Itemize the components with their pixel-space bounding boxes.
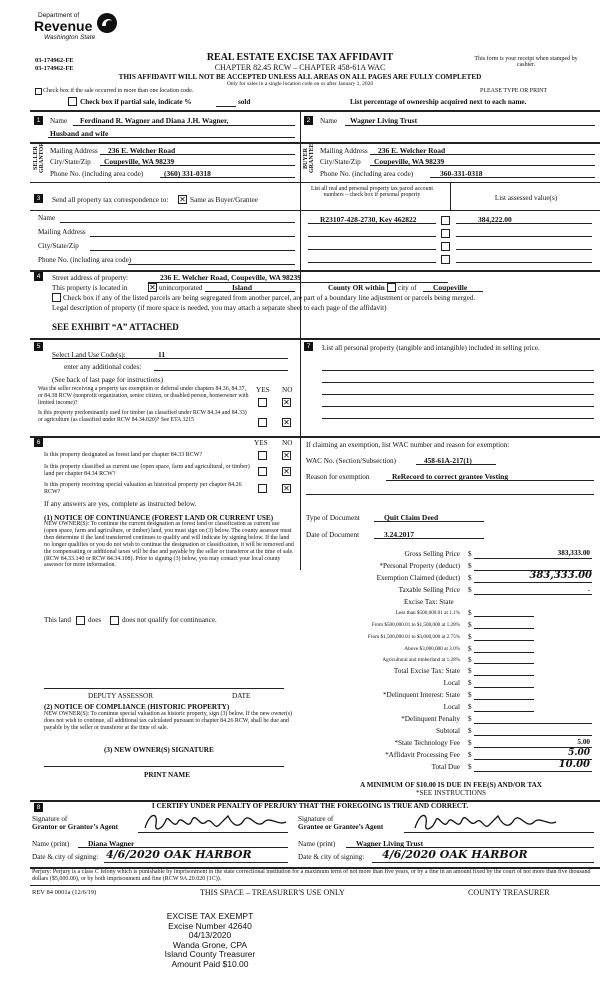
seller-mail-label: Mailing Address (50, 147, 98, 155)
does-checkbox[interactable] (76, 616, 85, 625)
s5-no: NO (282, 386, 293, 394)
sales-note: Only for sales in a single location code on or after January 1, 2020 (226, 81, 374, 87)
county-name[interactable]: Island (232, 283, 253, 292)
tier-2: From $500,000.01 to $1,500,000 at 1.28% (371, 622, 460, 628)
dept-line2: Revenue (34, 18, 93, 34)
parcel-number[interactable]: R23107-428-2730, Key 462822 (320, 215, 417, 224)
see-instructions: *SEE INSTRUCTIONS (415, 789, 487, 797)
doc-type[interactable]: Quit Claim Deed (384, 513, 439, 522)
seller-phone-label: Phone No. (including area code) (50, 170, 144, 178)
warning: THIS AFFIDAVIT WILL NOT BE ACCEPTED UNLESS ALL AREAS ON ALL PAGES ARE FULLY COMPLETED (118, 73, 482, 81)
treasurer-space: THIS SPACE – TREASURER'S USE ONLY (200, 888, 345, 897)
gross-label: Gross Selling Price (404, 550, 460, 558)
list-personal-property: List all personal property (tangible and intangible) included in selling price. (322, 344, 540, 352)
multi-location-checkbox[interactable] (35, 88, 42, 95)
grantor-sig-label-2: Grantor or Grantor’s Agent (32, 823, 119, 831)
tier-5-dollar: $ (468, 656, 472, 664)
taxable-dollar: $ (468, 586, 472, 594)
tech-fee-label: *State Technology Fee (394, 739, 460, 747)
dept-line3: Washington State (44, 34, 96, 41)
dor-logo (34, 12, 124, 48)
legal-description: Legal description of property (if more space is needed, you may attach a separate sheet to each page of the affidavit) (52, 304, 387, 312)
buyer-city-label: City/State/Zip (320, 158, 361, 166)
seller-name[interactable]: Ferdinand R. Wagner and Diana J.H. Wagner, (80, 116, 229, 125)
tier-4-dollar: $ (468, 645, 472, 653)
grantor-date[interactable]: 4/6/2020 OAK HARBOR (106, 848, 252, 861)
buyer-mail[interactable]: 236 E. Welcher Road (378, 146, 446, 155)
sold-label: sold (238, 98, 251, 106)
gross-dollar: $ (468, 550, 472, 558)
s6-q3-yes[interactable] (258, 484, 267, 493)
s5-question-1: Was the seller receiving a property tax exemption or deferral under chapters 84.36, 84.37, or 84.38 RCW (nonprofit organization, senior citizen, or disabled person, homeowner with limited income)? (38, 386, 249, 406)
revenue-swirl-icon (96, 12, 118, 34)
exemption-reason[interactable]: ReRecord to correct grantee Vesting (392, 472, 509, 481)
county-or-within: County OR within (328, 284, 385, 292)
wac-number[interactable]: 458-61A-217(1) (424, 456, 472, 465)
deputy-date: DATE (232, 692, 251, 700)
notice-2-title: (2) NOTICE OF COMPLIANCE (HISTORIC PROPERTY) (44, 703, 230, 711)
subtotal-dollar: $ (468, 727, 472, 735)
total-due-dollar: $ (468, 763, 472, 771)
receipt-note: This form is your receipt when stamped by cashier. (474, 56, 578, 68)
form-code-2: 03-174962-FE (35, 65, 74, 72)
seller-city[interactable]: Coupeville, WA 98239 (104, 157, 175, 166)
buyer-phone[interactable]: 360-331-0318 (440, 169, 483, 178)
delinquent-pen-label: *Delinquent Penalty (401, 715, 460, 723)
if-any-yes: If any answers are yes, complete as instructed below. (44, 500, 197, 508)
exemption-claim: If claiming an exemption, list WAC number and reason for exemption: (306, 441, 510, 449)
seller-mail[interactable]: 236 E. Welcher Road (108, 146, 176, 155)
rev-number: REV 84 0001a (12/6/19) (32, 889, 97, 896)
type-print: PLEASE TYPE OR PRINT (480, 88, 548, 94)
parcel-3-checkbox[interactable] (441, 242, 450, 251)
delinquent-int-dollar: $ (468, 691, 472, 699)
additional-codes: enter any additional codes: (64, 363, 142, 371)
section-7-badge: 7 (304, 342, 313, 351)
does-not-checkbox[interactable] (110, 616, 119, 625)
street-address[interactable]: 236 E. Welcher Road, Coupeville, WA 98239 (160, 273, 302, 282)
grantor-print[interactable]: Diana Wagner (88, 839, 135, 848)
form-chapter: CHAPTER 82.45 RCW – CHAPTER 458-61A WAC (214, 63, 386, 72)
s6-question-3: Is this property receiving special valuation as historical property per chapter 84.26 RCW? (44, 482, 242, 495)
s6-q1-no[interactable]: ✕ (283, 451, 290, 460)
tier-1-dollar: $ (468, 609, 472, 617)
subtotal-label: Subtotal (436, 727, 460, 735)
grantee-print-label: Name (print) (298, 840, 336, 848)
personal-label: *Personal Property (deduct) (379, 562, 460, 570)
located-label: This property is located in (52, 284, 128, 292)
local-dollar: $ (468, 679, 472, 687)
taxable-label: Taxable Selling Price (398, 586, 460, 594)
seller-phone[interactable]: (360) 331-0318 (164, 169, 211, 178)
section-5-badge: 5 (34, 342, 43, 351)
s5-question-2: Is this property predominantly used for timber (as classified under RCW 84.34 and 84.33) or agriculture (as classified under RCW 84.34.020)? See ETA 3215 (38, 410, 247, 423)
segregated-label: Check box if any of the listed parcels are being segregated from another parcel, are part of a boundary line adjustment or parcels being merged. (63, 294, 476, 302)
section-6-badge: 6 (34, 438, 43, 447)
s3-name-label: Name (38, 214, 56, 222)
buyer-side-label: BUYER GRANTEE (303, 143, 315, 173)
form-code-1: 03-174962-FE (35, 57, 74, 64)
partial-sale-label: Check box if partial sale, indicate % (80, 98, 192, 106)
stamp-line-4: Wanda Grone, CPA (172, 939, 248, 950)
tier-2-dollar: $ (468, 621, 472, 629)
partial-sale-checkbox[interactable] (68, 97, 77, 106)
total-state-dollar: $ (468, 667, 472, 675)
buyer-name-label: Name (320, 117, 338, 125)
section-4-badge: 4 (34, 272, 43, 281)
s6-no: NO (282, 439, 293, 447)
tier-4: Above $3,000,000 at 3.0% (404, 646, 460, 652)
exemption-dollar: $ (468, 574, 472, 582)
unincorporated-checkbox[interactable]: ✕ (149, 283, 156, 292)
parcel-2-checkbox[interactable] (441, 229, 450, 238)
delinquent-pen-dollar: $ (468, 715, 472, 723)
affidavit-fee-label: *Affidavit Processing Fee (385, 751, 460, 759)
taxable-value[interactable]: - (587, 586, 590, 594)
affidavit-fee-value[interactable]: 5.00 (568, 748, 590, 758)
section-3-badge: 3 (34, 194, 43, 203)
s6-yes: YES (254, 439, 268, 447)
s6-question-2: Is this property classified as current use (open space, farm and agricultural, or timber) land per chapter 84.34 RCW? (44, 464, 250, 477)
s5-q1-yes[interactable] (258, 398, 267, 407)
notice-1-title: (1) NOTICE OF CONTINUANCE (FOREST LAND OR CURRENT USE) (44, 514, 274, 522)
s6-q3-no[interactable]: ✕ (283, 484, 290, 493)
tier-1: Less than $500,000.01 at 1.1% (395, 610, 460, 616)
stamp-line-3: 04/13/2020 (188, 930, 232, 940)
section-2-badge: 2 (304, 116, 313, 125)
exemption-label: Exemption Claimed (deduct) (376, 574, 460, 582)
s3-city-label: City/State/Zip (38, 242, 79, 250)
local-label: Local (443, 679, 460, 687)
land-use-code[interactable]: 11 (158, 350, 166, 359)
total-state-label: Total Excise Tax: State (393, 667, 460, 675)
parcel-4-checkbox[interactable] (441, 255, 450, 264)
city-of-label: city of (398, 284, 417, 292)
tech-fee-value[interactable]: 5.00 (577, 738, 590, 746)
buyer-phone-label: Phone No. (including area code) (320, 170, 414, 178)
s6-q2-no[interactable]: ✕ (283, 467, 290, 476)
grantee-date[interactable]: 4/6/2020 OAK HARBOR (382, 848, 528, 861)
same-as-buyer-label: Same as Buyer/Grantee (190, 196, 258, 204)
assessed-header: List assessed value(s) (494, 194, 558, 202)
send-correspondence: Send all property tax correspondence to: (52, 196, 169, 204)
s5-q2-yes[interactable] (258, 418, 267, 427)
s6-q1-yes[interactable] (258, 451, 267, 460)
dept-line1: Department of (38, 12, 80, 19)
excise-label: Excise Tax: State (404, 598, 454, 606)
does-label: does (88, 616, 102, 624)
s3-mail-label: Mailing Address (38, 228, 86, 236)
local-2-dollar: $ (468, 703, 472, 711)
exemption-value[interactable]: 383,333.00 (529, 570, 592, 581)
personal-dollar: $ (468, 562, 472, 570)
s5-yes: YES (256, 386, 270, 394)
grantee-sig-label-1: Signature of (298, 815, 334, 823)
s5-q1-no[interactable]: ✕ (283, 398, 290, 407)
exhibit-a[interactable]: SEE EXHIBIT “A” ATTACHED (52, 322, 179, 332)
exempt-stamp (140, 912, 280, 969)
seller-name-2[interactable]: Husband and wife (50, 129, 109, 138)
see-back: (See back of last page for instructions) (52, 376, 163, 384)
assessed-value[interactable]: 384,222.00 (478, 215, 512, 224)
doc-type-label: Type of Document (306, 514, 360, 522)
local-2-label: Local (443, 703, 460, 711)
tier-5: Agricultural and timberland at 1.28% (382, 657, 460, 663)
tier-3: From $1,500,000.01 to $3,000,000 at 2.75% (367, 634, 460, 640)
buyer-name[interactable]: Wagner Living Trust (350, 116, 418, 125)
property-city[interactable]: Coupeville (433, 283, 468, 292)
stamp-line-6: Amount Paid $10.00 (171, 958, 249, 969)
segregated-checkbox[interactable] (52, 293, 61, 302)
reason-label: Reason for exemption (306, 473, 370, 481)
seller-side-label: SELLER GRANTOR (33, 142, 45, 174)
affidavit-fee-dollar: $ (468, 751, 472, 759)
wac-label: WAC No. (Section/Subsection) (306, 457, 397, 465)
grantee-print[interactable]: Wagner Living Trust (356, 839, 424, 848)
tech-fee-dollar: $ (468, 739, 472, 747)
grantee-sig-label-2: Grantee or Grantee’s Agent (298, 823, 384, 831)
list-percentage: List percentage of ownership acquired next to each name. (350, 98, 527, 106)
certify: I CERTIFY UNDER PENALTY OF PERJURY THAT THE FOREGOING IS TRUE AND CORRECT. (151, 802, 469, 810)
grantor-print-label: Name (print) (32, 840, 70, 848)
land-use-label: Select Land Use Code(s): (52, 351, 126, 359)
stamp-line-1: EXCISE TAX EXEMPT (166, 911, 254, 921)
print-name: PRINT NAME (144, 771, 190, 779)
form-title: REAL ESTATE EXCISE TAX AFFIDAVIT (206, 52, 394, 63)
city-of-checkbox[interactable] (387, 283, 396, 292)
seller-city-label: City/State/Zip (50, 158, 91, 166)
tier-3-dollar: $ (468, 633, 472, 641)
grantor-date-label: Date & city of signing: (32, 853, 99, 861)
does-not-label: does not qualify for continuance. (122, 616, 217, 624)
section-8-badge: 8 (34, 803, 43, 812)
gross-value[interactable]: 383,333.00 (557, 549, 590, 557)
grantee-date-label: Date & city of signing: (298, 853, 365, 861)
stamp-line-5: Island County Treasurer (164, 949, 256, 959)
grantor-sig-label-1: Signature of (32, 815, 68, 823)
delinquent-int-label: *Delinquent Interest: State (382, 691, 460, 699)
stamp-line-2: Excise Number 42640 (168, 920, 252, 931)
this-land: This land (44, 616, 71, 624)
notice-3: (3) NEW OWNER(S) SIGNATURE (104, 746, 214, 754)
minimum-due: A MINIMUM OF $10.00 IS DUE IN FEE(S) AND/OR TAX (360, 781, 542, 789)
doc-date-label: Date of Document (306, 531, 360, 539)
buyer-mail-label: Mailing Address (320, 147, 368, 155)
parcel-header: List all real and personal property tax parcel account numbers – check box if personal property (310, 186, 433, 198)
notice-1-text: NEW OWNER(S): To continue the current designation as forest land or classification as current use (open space, farm and agriculture, or timber) land, you must sign on (3) below. The county assessor must then determine if the land transferred continues to qualify and will indicate by signing below. If the land no longer qualifies or you do not wish to continue the designation or classification, it will be removed and the compensating or additional taxes will be due and payable by the seller or transferor at the time of sale. (RCW 84.33.140 or RCW 84.34.108). Prior to signing (3) below, you may contact your local county assessor for more information. (44, 521, 294, 569)
total-due-label: Total Due (431, 763, 460, 771)
notice-2-text: NEW OWNER(S): To continue special valuation as historic property, sign (3) below. If the new owner(s) does not wish to continue, all additional tax calculated pursuant to chapter 84.26 RCW, shall be due and payable by the seller or transferor at the time of sale. (44, 711, 293, 731)
s6-question-1: Is this property designated as forest land per chapter 84.33 RCW? (44, 452, 203, 458)
s6-q2-yes[interactable] (258, 467, 267, 476)
seller-name-label: Name (50, 117, 68, 125)
section-1-badge: 1 (34, 116, 43, 125)
multi-location-label: Check box if the sale occurred in more than one location code. (43, 88, 194, 94)
buyer-city[interactable]: Coupeville, WA 98239 (374, 157, 445, 166)
unincorporated-label: unincorporated (159, 284, 203, 292)
parcel-personal-checkbox[interactable] (441, 216, 450, 225)
s5-q2-no[interactable]: ✕ (283, 418, 290, 427)
s3-phone-label: Phone No. (including area code) (38, 256, 132, 264)
county-treasurer: COUNTY TREASURER (468, 888, 550, 897)
total-due-value[interactable]: 10.00 (558, 759, 590, 770)
doc-date[interactable]: 3.24.2017 (384, 530, 414, 539)
perjury-notice: Perjury: Perjury is a class C felony which is punishable by imprisonment in the state correctional institution for a maximum term of not more than five years, or by a fine in an amount fixed by the court of not more than five thousand dollars ($5,000.00), or by both imprisonment and fine (RCW 9A.20.020 (1C)). (32, 869, 591, 882)
street-label: Street address of property: (52, 274, 129, 282)
deputy-assessor: DEPUTY ASSESSOR (88, 692, 154, 700)
same-as-buyer-checkbox[interactable]: ✕ (179, 195, 186, 204)
